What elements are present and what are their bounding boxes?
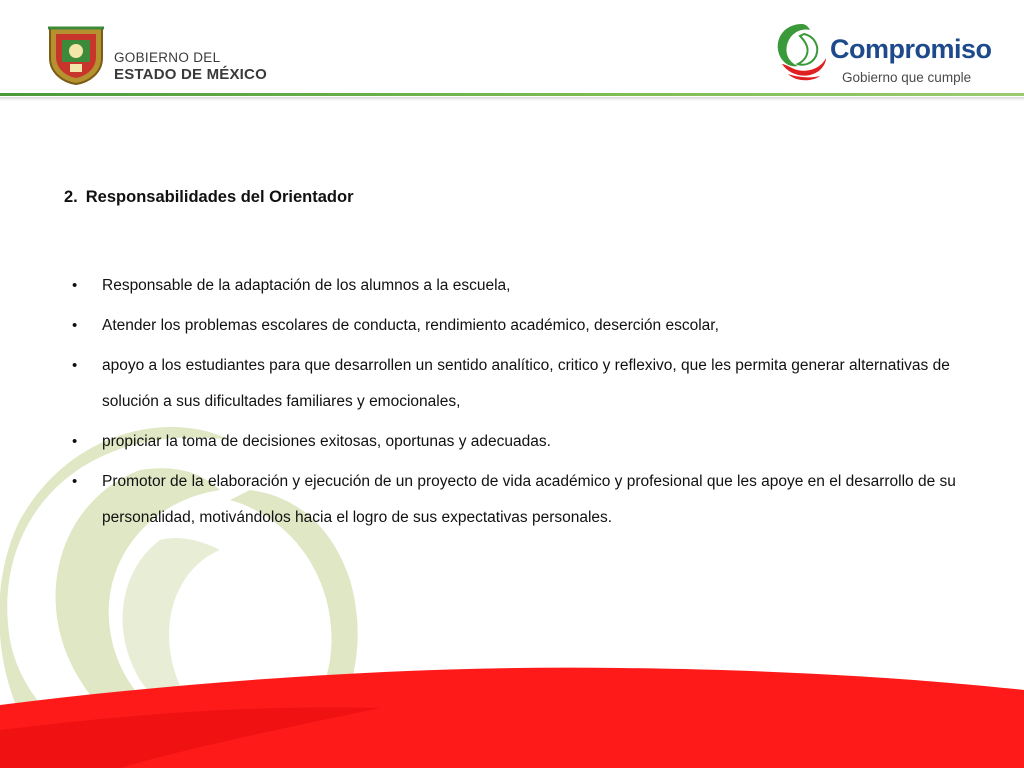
header-rule-shadow	[0, 97, 1024, 101]
bullet-icon: •	[72, 277, 78, 294]
section-title: Responsabilidades del Orientador	[85, 188, 354, 206]
bullet-icon: •	[72, 433, 78, 450]
list-item-text: propiciar la toma de decisiones exitosas, oportunas y adecuadas.	[102, 433, 551, 450]
bullet-icon: •	[72, 317, 78, 334]
list-item	[70, 424, 970, 460]
list-item-text: Atender los problemas escolares de conducta, rendimiento académico, deserción escolar,	[102, 317, 719, 334]
compromiso-title: Compromiso	[830, 34, 992, 64]
coat-of-arms-icon	[44, 22, 108, 86]
list-item-text: Responsable de la adaptación de los alumnos a la escuela,	[102, 277, 511, 294]
list-item	[70, 308, 970, 344]
section-number: 2.	[64, 188, 78, 206]
list-item	[70, 464, 970, 536]
bullet-icon: •	[72, 357, 78, 374]
gov-logo-line2: ESTADO DE MÉXICO	[114, 66, 267, 83]
gov-logo-line1: GOBIERNO DEL	[114, 50, 221, 65]
compromiso-subtitle: Gobierno que cumple	[842, 70, 972, 85]
header-rule-green	[0, 93, 1024, 96]
compromiso-swirl-icon	[774, 20, 828, 84]
list-item	[70, 268, 970, 304]
header	[0, 0, 1024, 105]
gobierno-estado-mexico-logo	[44, 20, 284, 90]
bullet-icon: •	[72, 473, 78, 490]
list-item-text: Promotor de la elaboración y ejecución de un proyecto de vida académico y profesional que les apoye en el desarrollo de su personalidad, motivándolos hacia el logro de sus expectativas personales.	[102, 473, 956, 526]
list-item	[70, 348, 970, 420]
section-heading	[64, 188, 354, 207]
responsibilities-list	[70, 268, 970, 540]
list-item-text: apoyo a los estudiantes para que desarrollen un sentido analítico, critico y reflexivo, que les permita generar alternativas de solución a sus dificultades familiares y emocionales,	[102, 357, 950, 410]
compromiso-logo	[774, 20, 994, 92]
